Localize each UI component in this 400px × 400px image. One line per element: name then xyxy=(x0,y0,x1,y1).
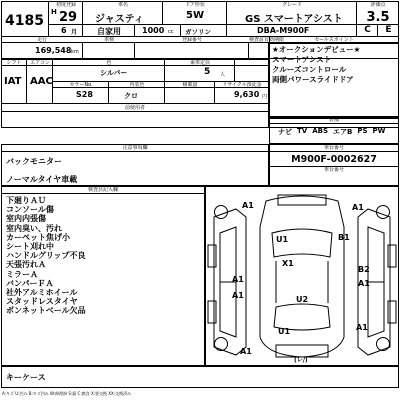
fuel-cell xyxy=(181,25,227,36)
inspector-note: ハンドルグリップ不良 xyxy=(6,251,86,261)
inspection-label: 車検 xyxy=(103,37,114,43)
car-name-cell xyxy=(83,1,163,25)
damage-mark-a1-ml: A1 xyxy=(232,275,244,284)
inspector-note: スタッドレスタイヤ xyxy=(6,297,78,307)
car-name: ジャスティ xyxy=(95,14,144,25)
inspector-note: 社外アルミホイール xyxy=(6,288,78,298)
interior-color: クロ xyxy=(124,92,138,100)
equipment-label: 装備 xyxy=(270,117,398,124)
prev-use-row xyxy=(1,103,269,128)
wheel-mark-br xyxy=(376,337,390,351)
inspection-cell xyxy=(83,43,135,59)
damage-mark-u2: U2 xyxy=(296,295,309,304)
equipment-pw: PW xyxy=(372,127,386,135)
sales-point-label: セールスポイント xyxy=(270,37,398,44)
sales-point-3: クルーズコントロール xyxy=(272,65,347,74)
inspection-exp-label: 検査証有効期限 xyxy=(249,37,285,43)
interior-color-label: 内装色 xyxy=(129,82,145,88)
shift-label: シフト xyxy=(6,60,22,66)
exterior-grade-cell xyxy=(378,25,399,36)
model-cell xyxy=(227,25,357,36)
notes-box xyxy=(1,144,269,186)
color-no-label: カラーNo. xyxy=(69,82,93,88)
sales-point-box xyxy=(269,36,399,128)
damage-mark-a1-tl: A1 xyxy=(242,201,254,210)
damage-mark-a1-tr: A1 xyxy=(352,203,364,212)
recycle-unit: 円 xyxy=(262,94,268,100)
reg-number-cell xyxy=(135,43,249,59)
note-2: ノーマルタイヤ車載 xyxy=(6,175,78,184)
doors: 5W xyxy=(186,10,204,21)
equipment-abs: ABS xyxy=(312,127,328,135)
color-no: S28 xyxy=(76,90,93,99)
damage-mark-u1-l: U1 xyxy=(276,235,289,244)
chassis-number: M900F-0002627 xyxy=(291,154,377,165)
inspector-note: ボンネットベール欠品 xyxy=(6,306,86,316)
color: シルバー xyxy=(100,69,128,77)
lot-number: 4185 xyxy=(5,13,44,29)
shift: IAT xyxy=(4,76,22,87)
month-unit: 月 xyxy=(71,29,78,36)
damage-mark-a1-ml2: A1 xyxy=(232,291,244,300)
doors-cell xyxy=(163,1,227,25)
load-label: 積載量 xyxy=(182,82,198,88)
inspector-note: ミラーＡ xyxy=(6,269,38,279)
equipment-navi: ナビ xyxy=(278,128,292,136)
wheel-mark-bl xyxy=(214,337,228,351)
chassis-label: 車台番号 xyxy=(270,145,398,152)
month: 6 xyxy=(61,26,67,35)
inspector-note: 下廻りＡＵ xyxy=(6,196,46,205)
wheel-mark-tr xyxy=(376,205,390,219)
equipment-tv: TV xyxy=(297,127,308,135)
inspector-note: バンパーＦＡ xyxy=(6,278,54,288)
inspector-note: コンソール傷 xyxy=(6,205,54,215)
equipment-airbag: エアB xyxy=(333,128,353,136)
wheel-mark-tl xyxy=(214,205,228,219)
month-cell xyxy=(49,25,83,36)
car-name-label: 車名 xyxy=(117,2,128,8)
inspector-box xyxy=(1,186,205,366)
interior-grade: C xyxy=(364,25,371,35)
inspector-note: 室内臭い、汚れ xyxy=(6,223,62,233)
displacement: 1000 xyxy=(142,26,165,35)
year: 29 xyxy=(59,10,78,25)
equipment-ps: PS xyxy=(357,127,368,135)
color-label: 色 xyxy=(106,60,112,66)
score-cell xyxy=(357,1,399,25)
seats-unit: 人 xyxy=(220,72,226,78)
recycle: 9,630 xyxy=(234,90,260,99)
inspector-note: 室内内張傷 xyxy=(6,214,46,224)
seats: 5 xyxy=(204,67,211,77)
inspector-note: シート刈れ中 xyxy=(6,242,54,252)
grade: GS スマートアシスト xyxy=(245,14,343,25)
lot-cell xyxy=(1,1,49,36)
note-1: バックモニター xyxy=(6,157,62,166)
inspector-label: 検査員記入欄 xyxy=(2,187,204,194)
chassis-label-2: 車台番号 xyxy=(323,167,344,173)
mileage-label: 走行 xyxy=(36,37,47,43)
exterior-grade: E xyxy=(385,25,392,35)
ac: AAC xyxy=(30,76,53,87)
car-diagram-box xyxy=(205,186,399,366)
usage-cell xyxy=(83,25,135,36)
sales-point-2: スマートアシスト xyxy=(272,55,332,64)
first-reg-cell xyxy=(49,1,83,25)
equipment-list xyxy=(278,127,385,137)
usage: 自家用 xyxy=(97,27,121,36)
score: 3.5 xyxy=(366,10,390,25)
year-prefix: H xyxy=(51,8,57,16)
seats-label: 乗車定員 xyxy=(189,60,210,66)
inspector-note: カーペット焦げ小 xyxy=(6,232,70,242)
sales-point-4: 両側パワースライドドア xyxy=(272,75,354,84)
displacement-unit: cc xyxy=(168,29,174,35)
inspector-note: 天張汚れＡ xyxy=(6,260,46,270)
mileage-unit: km xyxy=(71,49,79,55)
sales-point-1: ★オークションデビュー★ xyxy=(272,45,361,54)
sep-load xyxy=(165,81,215,103)
grade-label: グレード xyxy=(281,2,302,8)
notes-label: 注意事項欄 xyxy=(2,145,268,152)
ac-label: エアコン xyxy=(30,60,50,66)
bottom-note-box xyxy=(1,366,399,388)
model: DBA-M900F xyxy=(257,26,310,35)
damage-mark-a1-mr: A1 xyxy=(358,279,370,288)
inspector-notes-list xyxy=(6,196,86,316)
fuel: ガソリン xyxy=(185,28,211,36)
bottom-note: キーケース xyxy=(6,373,46,382)
damage-mark-b2-r: B2 xyxy=(358,265,370,274)
displacement-cell xyxy=(135,25,181,36)
score-label: 評価点 xyxy=(370,2,386,8)
equipment-box xyxy=(269,116,399,144)
damage-mark-u1-b: U1 xyxy=(278,327,291,336)
inspection-exp-cell xyxy=(249,43,269,59)
damage-mark-x1: X1 xyxy=(282,259,294,268)
first-reg-label: 初度登録 xyxy=(55,2,76,8)
chassis-box xyxy=(269,144,399,186)
damage-mark-a1-br: A1 xyxy=(356,323,368,332)
rear-label: (レ/) xyxy=(294,357,308,364)
interior-grade-cell xyxy=(357,25,378,36)
mileage: 169,548 xyxy=(35,46,72,55)
legend: A:キズ U:凹み B:キズ凹み W:修理跡 S:錆 C:腐食 X:要交換 XX:交換済み xyxy=(2,391,132,396)
recycle-label: リサイクル預託金 xyxy=(222,82,262,88)
first-reg2-label: 登録番号 xyxy=(181,37,202,43)
damage-mark-b1-r: B1 xyxy=(338,233,350,242)
damage-mark-a1-bl: A1 xyxy=(240,347,252,356)
grade-cell xyxy=(227,1,357,25)
mileage-cell xyxy=(1,43,83,59)
prev-use-label: 前使用者 xyxy=(1,105,269,112)
doors-label: ドア形状 xyxy=(185,2,205,8)
